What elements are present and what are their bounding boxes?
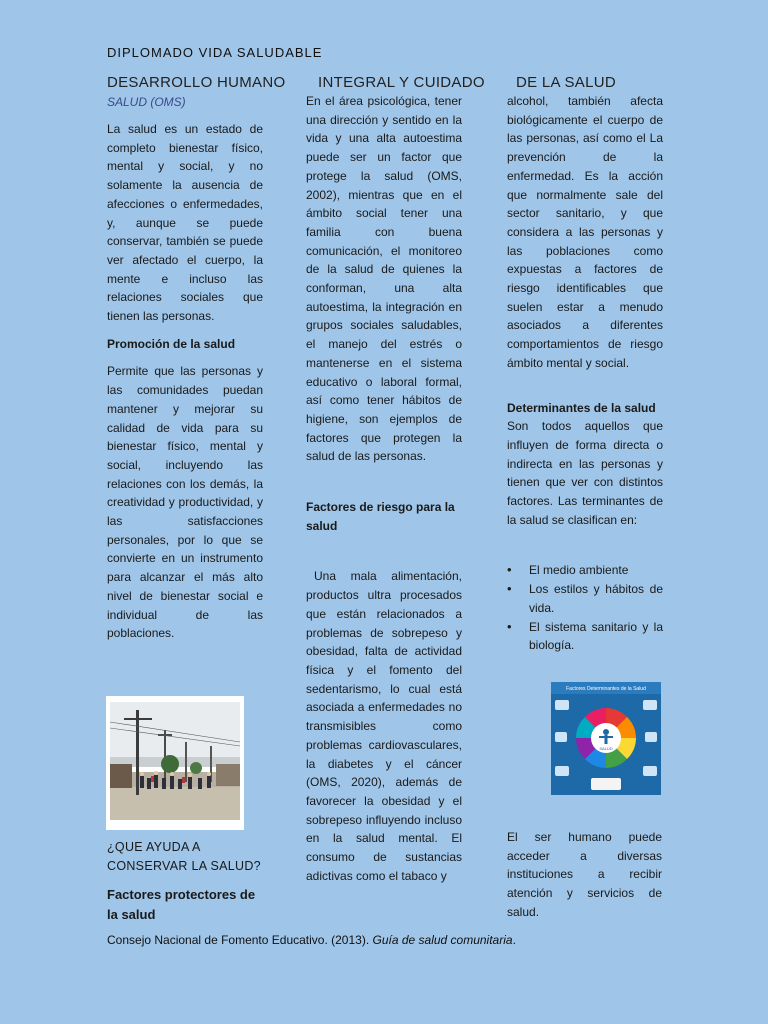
list-item: • El medio ambiente bbox=[529, 561, 663, 580]
citation-title: Guía de salud comunitaria bbox=[372, 933, 513, 947]
street-photo-frame bbox=[106, 696, 244, 830]
determinantes-infographic bbox=[551, 682, 661, 795]
column-2 bbox=[306, 92, 462, 893]
heading-part-3: DE LA SALUD bbox=[516, 74, 617, 91]
promocion-paragraph: Permite que las personas y las comunidades puedan mantener y mejorar su calidad de vida para su bienestar físico, mental y social, incluyendo las relaciones con los demás, la creatividad y productividad, y las satisfacciones personales, por lo que se convierte en un instrumento para alcanzar el más alto nivel de bienestar social e individual de las poblaciones. bbox=[107, 364, 263, 641]
citation-end: . bbox=[512, 933, 516, 947]
citation bbox=[107, 933, 516, 947]
determinantes-list bbox=[507, 561, 663, 655]
factores-riesgo-heading: Factores de riesgo para la salud bbox=[306, 500, 455, 533]
column-1 bbox=[107, 120, 263, 651]
column-1-bottom bbox=[107, 838, 263, 925]
list-item: • Los estilos y hábitos de vida. bbox=[529, 580, 663, 617]
promocion-heading: Promoción de la salud bbox=[107, 336, 236, 351]
infographic-title: Factores Determinantes de la Salud bbox=[566, 686, 646, 692]
area-psicologica-paragraph: En el área psicológica, tener una dirección y sentido en la vida y una alta autoestima puede ser un factor que protege la salud (OMS, 2002), mientras que en el ámbito social tener una familia con buena comunicación, el monitoreo de la salud de quienes la conforman, una alta autoestima, la integración en grupos sociales saludables, el manejo del estrés o mantenerse en el sistema educativo o laboral formal, así como tener hábitos de higiene, son ejemplos de factores que protegen la salud de las personas. bbox=[306, 94, 462, 464]
document-top-title: DIPLOMADO VIDA SALUDABLE bbox=[107, 45, 323, 60]
heading-part-2: INTEGRAL Y CUIDADO bbox=[318, 74, 485, 91]
citation-text: Consejo Nacional de Fomento Educativo. (2013). bbox=[107, 933, 373, 947]
heading-part-1: DESARROLLO HUMANO bbox=[107, 74, 286, 91]
determinantes-heading: Determinantes de la salud bbox=[507, 400, 656, 415]
column-3 bbox=[507, 92, 663, 655]
prevencion-paragraph: alcohol, también afecta biológicamente el cuerpo de las personas, así como el La prevención de la enfermedad. Es la acción que normalmente sale del sector sanitario, y que considera a las personas y las poblaciones como expuestas a factores de riesgo identificables que suelen estar a menudo asociados a diferentes comportamientos de riesgo ámbito mental y social. bbox=[507, 94, 663, 370]
salud-definition-paragraph: La salud es un estado de completo bienestar físico, mental y social, y no solamente la ausencia de afecciones o enfermedades, y, aunque se puede conservar, también se puede ver afectado el cuerpo, la mente e incluso las relaciones sociales que tienen las personas. bbox=[107, 122, 263, 324]
column-3-bottom bbox=[507, 828, 662, 930]
subheading-salud-oms: SALUD (OMS) bbox=[107, 95, 186, 109]
factores-protectores-heading: Factores protectores de la salud bbox=[107, 887, 256, 923]
instituciones-paragraph: El ser humano puede acceder a diversas instituciones a recibir atención y servicios de salud. bbox=[507, 830, 662, 919]
mala-alimentacion-paragraph: Una mala alimentación, productos ultra procesados que están relacionados a problemas de sobrepeso y obesidad, falta de actividad física y el fomento del sedentarismo, lo cual está asociada a enfermedades no transmisibles como problemas cardiovasculares, la diabetes y el cáncer (OMS, 2020), además de favorecer la obesidad y el sobrepeso influyendo incluso en la salud mental. El consumo de sustancias adictivas como el tabaco y bbox=[306, 569, 462, 883]
list-item: • El sistema sanitario y la biología. bbox=[529, 618, 663, 655]
question-heading: ¿QUE AYUDA A CONSERVAR LA SALUD? bbox=[107, 840, 261, 873]
infographic-center-label: SALUD bbox=[599, 746, 613, 751]
determinantes-paragraph: Son todos aquellos que influyen de forma directa o indirecta en las personas y tienen que ver con distintos factores. Las terminantes de la salud se clasifican en: bbox=[507, 419, 663, 527]
street-crowd-photo bbox=[110, 702, 240, 820]
